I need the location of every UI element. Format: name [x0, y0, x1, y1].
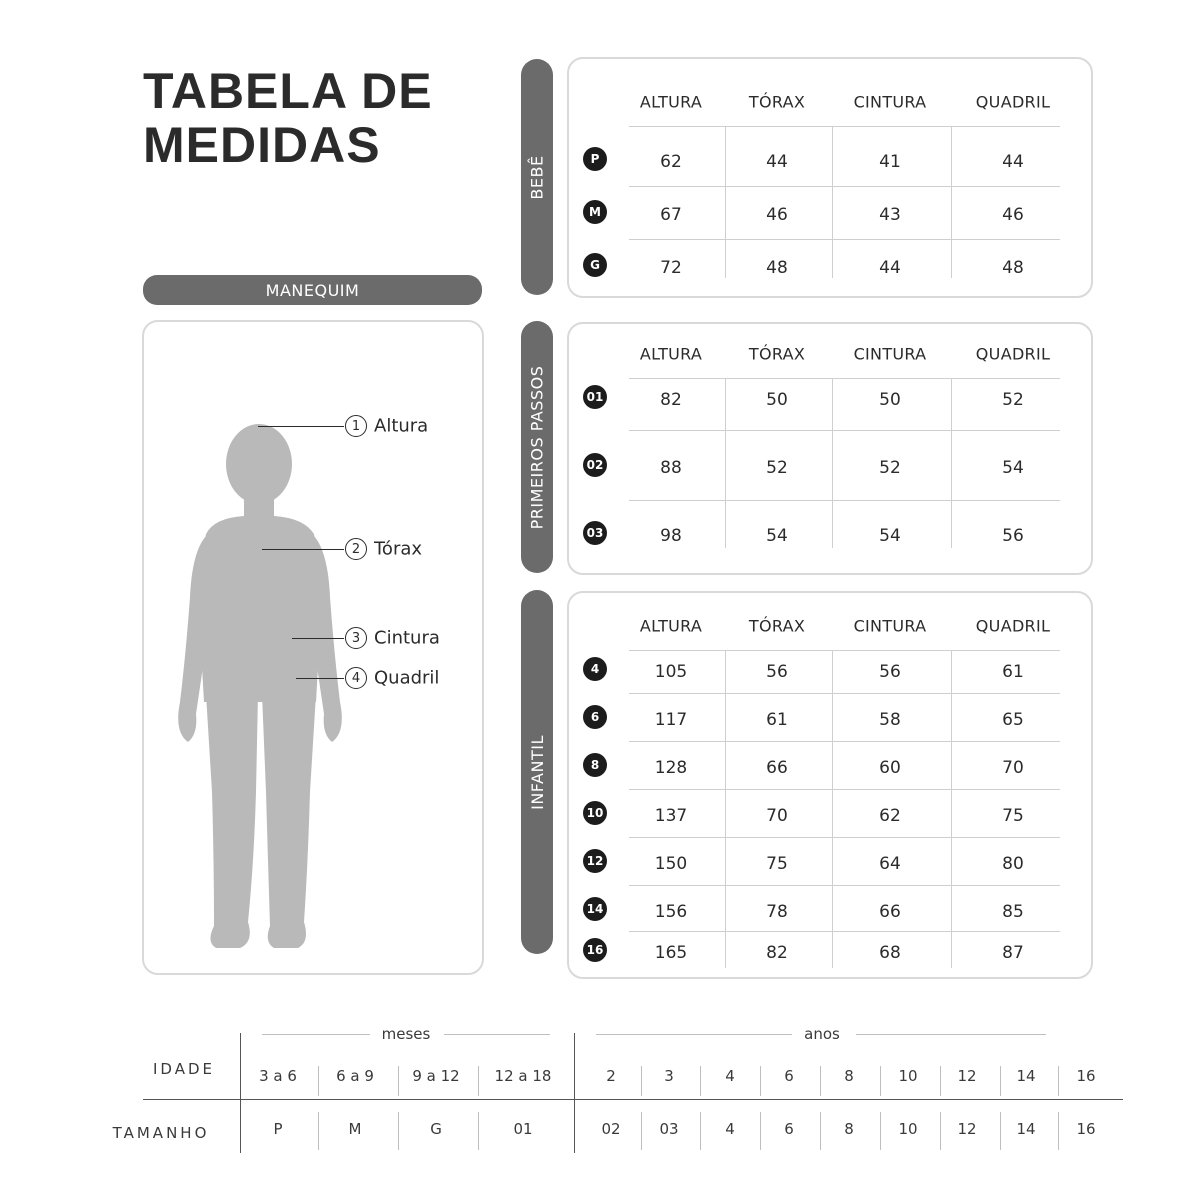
- age-cell: 3: [664, 1067, 674, 1085]
- cell-divider: [478, 1066, 479, 1096]
- cell-divider: [1000, 1066, 1001, 1096]
- table-cell: 66: [879, 902, 901, 922]
- size-cell: 12: [957, 1120, 977, 1138]
- table-cell: 72: [660, 258, 682, 278]
- table-cell: 70: [766, 806, 788, 826]
- cell-divider: [1000, 1112, 1001, 1150]
- cell-divider: [760, 1066, 761, 1096]
- column-header: ALTURA: [639, 92, 703, 112]
- legend-number-4: 4: [345, 667, 367, 689]
- cell-divider: [700, 1112, 701, 1150]
- legend-number-2: 2: [345, 538, 367, 560]
- table-cell: 82: [660, 390, 682, 410]
- table-cell: 46: [1002, 205, 1024, 225]
- row-divider: [629, 126, 1060, 127]
- column-header: QUADRIL: [975, 344, 1051, 364]
- table-cell: 64: [879, 854, 901, 874]
- table-cell: 46: [766, 205, 788, 225]
- size-cell: 02: [601, 1120, 621, 1138]
- legend-line-quadril: [296, 678, 344, 679]
- cell-divider: [478, 1112, 479, 1150]
- cell-divider: [880, 1112, 881, 1150]
- column-divider: [951, 126, 952, 278]
- group-label-years: anos: [804, 1025, 840, 1043]
- column-divider: [725, 378, 726, 548]
- table-cell: 60: [879, 758, 901, 778]
- table-cell: 44: [1002, 152, 1024, 172]
- section-label-infantil: INFANTIL: [521, 590, 553, 954]
- age-cell: 14: [1016, 1067, 1036, 1085]
- table-cell: 61: [766, 710, 788, 730]
- table-cell: 88: [660, 458, 682, 478]
- row-divider: [629, 650, 1060, 651]
- size-badge: 4: [583, 657, 607, 681]
- table-cell: 62: [660, 152, 682, 172]
- age-cell: 6 a 9: [336, 1067, 374, 1085]
- size-badge: 03: [583, 521, 607, 545]
- cell-divider: [820, 1112, 821, 1150]
- table-cell: 67: [660, 205, 682, 225]
- cell-divider: [880, 1066, 881, 1096]
- section-label-bebe: BEBÊ: [521, 59, 553, 295]
- age-cell: 4: [725, 1067, 735, 1085]
- cell-divider: [641, 1066, 642, 1096]
- cell-divider: [940, 1066, 941, 1096]
- table-cell: 85: [1002, 902, 1024, 922]
- group-rule: [444, 1034, 550, 1035]
- table-cell: 62: [879, 806, 901, 826]
- table-cell: 66: [766, 758, 788, 778]
- table-cell: 50: [766, 390, 788, 410]
- row-divider: [629, 239, 1060, 240]
- cell-divider: [641, 1112, 642, 1150]
- size-badge: 01: [583, 385, 607, 409]
- row-divider: [629, 837, 1060, 838]
- table-cell: 61: [1002, 662, 1024, 682]
- cell-divider: [820, 1066, 821, 1096]
- table-cell: 44: [766, 152, 788, 172]
- column-header: CINTURA: [853, 344, 927, 364]
- table-cell: 65: [1002, 710, 1024, 730]
- table-cell: 56: [879, 662, 901, 682]
- cell-divider: [760, 1112, 761, 1150]
- table-cell: 150: [654, 854, 688, 874]
- table-cell: 52: [879, 458, 901, 478]
- column-divider: [951, 378, 952, 548]
- table-cell: 105: [654, 662, 688, 682]
- legend-line-altura: [258, 426, 344, 427]
- table-cell: 52: [766, 458, 788, 478]
- size-cell: 6: [784, 1120, 794, 1138]
- table-cell: 68: [879, 943, 901, 963]
- column-header: TÓRAX: [748, 616, 806, 636]
- age-cell: 10: [898, 1067, 918, 1085]
- column-header: QUADRIL: [975, 616, 1051, 636]
- cell-divider: [318, 1066, 319, 1096]
- column-header: TÓRAX: [748, 344, 806, 364]
- row-divider: [629, 789, 1060, 790]
- column-divider: [832, 650, 833, 968]
- row-label-size: TAMANHO: [112, 1124, 210, 1142]
- title-line-2: MEDIDAS: [143, 117, 381, 173]
- column-header: TÓRAX: [748, 92, 806, 112]
- column-divider: [832, 126, 833, 278]
- legend-label-altura: Altura: [374, 415, 429, 437]
- cell-divider: [940, 1112, 941, 1150]
- title-line-1: TABELA DE: [143, 63, 433, 119]
- table-cell: 82: [766, 943, 788, 963]
- size-cell: 8: [844, 1120, 854, 1138]
- size-badge: 02: [583, 453, 607, 477]
- table-cell: 58: [879, 710, 901, 730]
- table-cell: 56: [1002, 526, 1024, 546]
- cell-divider: [318, 1112, 319, 1150]
- legend-label-quadril: Quadril: [374, 667, 440, 689]
- size-cell: 14: [1016, 1120, 1036, 1138]
- row-divider: [629, 430, 1060, 431]
- row-divider: [629, 885, 1060, 886]
- mannequin-label: MANEQUIM: [143, 275, 482, 305]
- cell-divider: [398, 1112, 399, 1150]
- size-badge: 16: [583, 938, 607, 962]
- table-cell: 48: [766, 258, 788, 278]
- table-cell: 41: [879, 152, 901, 172]
- row-divider: [629, 693, 1060, 694]
- cell-divider: [700, 1066, 701, 1096]
- table-cell: 52: [1002, 390, 1024, 410]
- column-header: ALTURA: [639, 344, 703, 364]
- column-header: ALTURA: [639, 616, 703, 636]
- table-cell: 128: [654, 758, 688, 778]
- age-cell: 2: [606, 1067, 616, 1085]
- table-cell: 50: [879, 390, 901, 410]
- table-cell: 137: [654, 806, 688, 826]
- table-cell: 54: [766, 526, 788, 546]
- column-divider: [832, 378, 833, 548]
- column-divider: [951, 650, 952, 968]
- row-divider: [629, 186, 1060, 187]
- group-rule: [856, 1034, 1046, 1035]
- size-badge: M: [583, 200, 607, 224]
- group-rule: [262, 1034, 370, 1035]
- legend-label-torax: Tórax: [374, 538, 423, 560]
- age-cell: 9 a 12: [412, 1067, 460, 1085]
- group-label-months: meses: [381, 1025, 431, 1043]
- size-cell: 03: [659, 1120, 679, 1138]
- table-cell: 75: [766, 854, 788, 874]
- table-cell: 78: [766, 902, 788, 922]
- table-axis: [143, 1099, 1123, 1100]
- size-badge: G: [583, 253, 607, 277]
- table-cell: 56: [766, 662, 788, 682]
- size-cell: 01: [513, 1120, 533, 1138]
- table-cell: 70: [1002, 758, 1024, 778]
- legend-label-cintura: Cintura: [374, 627, 440, 649]
- child-silhouette-icon: [144, 322, 486, 977]
- age-cell: 8: [844, 1067, 854, 1085]
- table-cell: 44: [879, 258, 901, 278]
- row-divider: [629, 931, 1060, 932]
- table-cell: 54: [879, 526, 901, 546]
- age-cell: 3 a 6: [259, 1067, 297, 1085]
- age-cell: 12: [957, 1067, 977, 1085]
- table-cell: 75: [1002, 806, 1024, 826]
- table-axis: [240, 1033, 241, 1153]
- size-badge: 10: [583, 801, 607, 825]
- size-cell: 16: [1076, 1120, 1096, 1138]
- size-cell: M: [348, 1120, 362, 1138]
- age-cell: 6: [784, 1067, 794, 1085]
- page-title: [143, 64, 433, 172]
- legend-line-torax: [262, 549, 344, 550]
- size-cell: P: [273, 1120, 283, 1138]
- row-divider: [629, 500, 1060, 501]
- group-rule: [596, 1034, 792, 1035]
- column-divider: [725, 126, 726, 278]
- legend-line-cintura: [292, 638, 344, 639]
- column-header: CINTURA: [853, 616, 927, 636]
- section-label-primeiros-passos: PRIMEIROS PASSOS: [521, 321, 553, 573]
- cell-divider: [398, 1066, 399, 1096]
- row-divider: [629, 378, 1060, 379]
- legend-number-3: 3: [345, 627, 367, 649]
- column-header: CINTURA: [853, 92, 927, 112]
- table-cell: 156: [654, 902, 688, 922]
- size-badge: P: [583, 147, 607, 171]
- table-cell: 117: [654, 710, 688, 730]
- size-badge: 8: [583, 753, 607, 777]
- table-cell: 54: [1002, 458, 1024, 478]
- column-header: QUADRIL: [975, 92, 1051, 112]
- age-cell: 12 a 18: [494, 1067, 552, 1085]
- row-divider: [629, 741, 1060, 742]
- table-cell: 48: [1002, 258, 1024, 278]
- size-cell: G: [430, 1120, 442, 1138]
- table-cell: 98: [660, 526, 682, 546]
- cell-divider: [1058, 1066, 1059, 1096]
- size-badge: 6: [583, 705, 607, 729]
- size-badge: 12: [583, 849, 607, 873]
- table-cell: 80: [1002, 854, 1024, 874]
- age-cell: 16: [1076, 1067, 1096, 1085]
- size-badge: 14: [583, 897, 607, 921]
- row-label-age: IDADE: [153, 1060, 215, 1078]
- table-cell: 87: [1002, 943, 1024, 963]
- size-cell: 4: [725, 1120, 735, 1138]
- table-axis: [574, 1033, 575, 1153]
- cell-divider: [1058, 1112, 1059, 1150]
- column-divider: [725, 650, 726, 968]
- legend-number-1: 1: [345, 415, 367, 437]
- table-cell: 165: [654, 943, 688, 963]
- size-cell: 10: [898, 1120, 918, 1138]
- table-cell: 43: [879, 205, 901, 225]
